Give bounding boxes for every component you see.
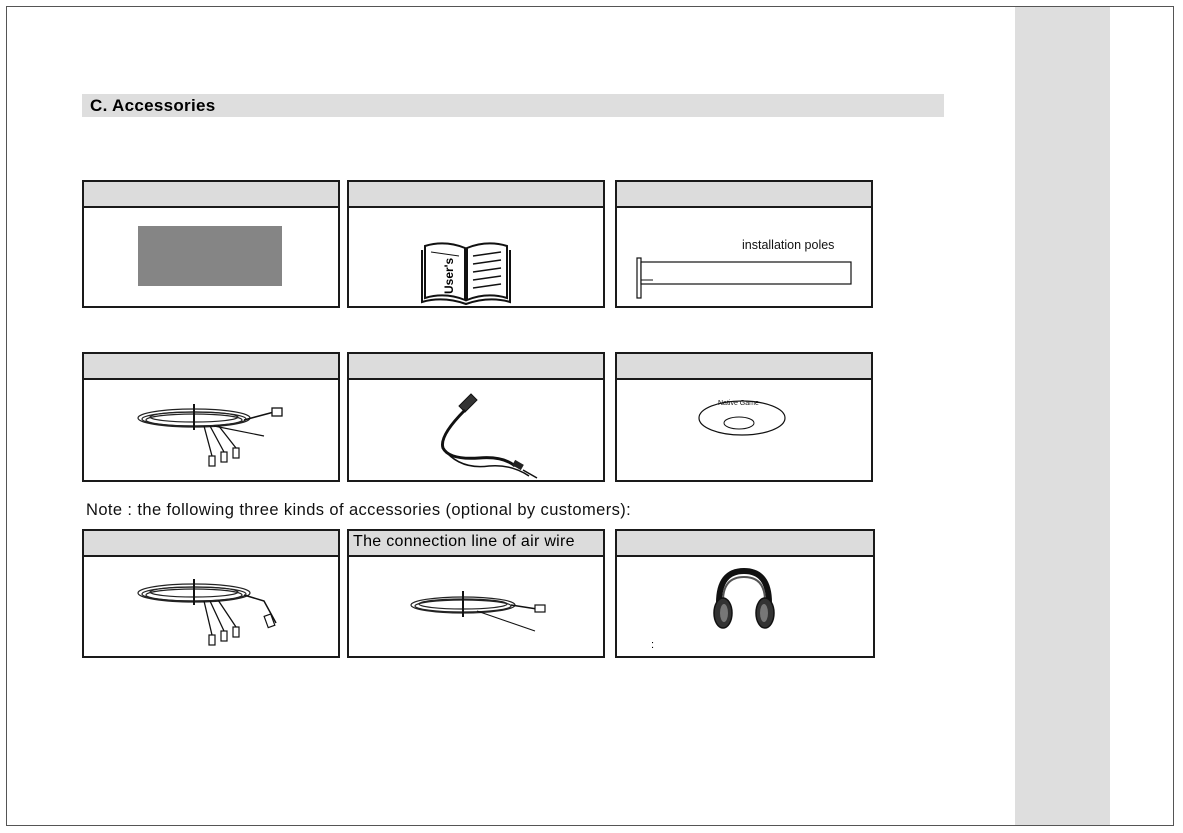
installation-pole-label: installation poles (742, 238, 835, 252)
car-charger-cable-icon (419, 386, 549, 481)
accessory-header (617, 354, 871, 380)
accessory-header (617, 531, 873, 557)
accessory-header (84, 182, 338, 208)
optional-accessories-note: Note : the following three kinds of accessories (optional by customers): (86, 501, 632, 519)
game-disc-label: Native Game (718, 400, 759, 407)
accessory-header-label: The connection line of air wire (353, 533, 575, 550)
tft-screen-icon (138, 226, 282, 286)
accessory-box-av-cable-optional (82, 529, 340, 658)
section-header (82, 94, 944, 117)
accessory-header (84, 531, 338, 557)
accessory-box-av-cable (82, 352, 340, 482)
av-cable-icon (134, 400, 294, 470)
headphones-caption: : (651, 639, 655, 651)
accessory-box-air-wire (347, 529, 605, 658)
user-manual-icon (421, 236, 511, 306)
headphones-icon (709, 565, 779, 635)
av-cable-icon (134, 575, 294, 650)
accessory-header (84, 354, 338, 380)
accessory-box-poles (615, 180, 873, 308)
user-manual-book-text: User's (442, 257, 456, 294)
side-band (1015, 7, 1110, 825)
accessory-box-car-charger (347, 352, 605, 482)
accessory-box-headphones (615, 529, 875, 658)
accessory-header (349, 354, 603, 380)
accessory-header (349, 182, 603, 208)
section-title: C. Accessories (90, 96, 216, 115)
antenna-cable-icon (407, 587, 557, 637)
accessory-box-game-disc (615, 352, 873, 482)
accessory-header (617, 182, 871, 208)
accessory-header (349, 531, 603, 557)
installation-pole-icon (633, 252, 873, 302)
accessory-box-manual (347, 180, 605, 308)
accessory-box-screen (82, 180, 340, 308)
